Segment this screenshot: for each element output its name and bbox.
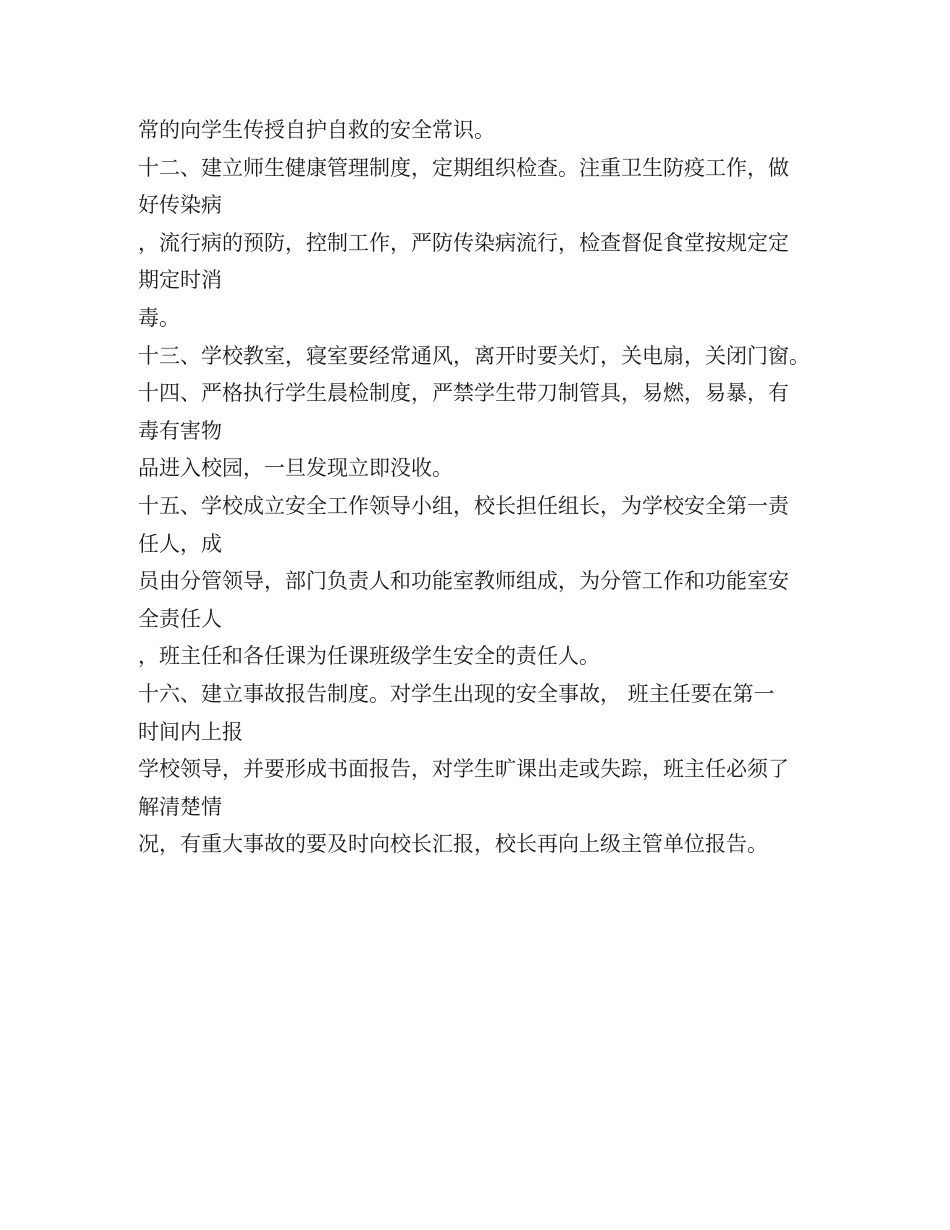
- text-line: 常的向学生传授自护自救的安全常识。: [138, 118, 495, 142]
- text-line: 毒。: [138, 305, 180, 330]
- document-body: [138, 112, 838, 864]
- text-line: 品进入校园，一旦发现立即没收。: [138, 456, 453, 481]
- text-line: ，班主任和各任课为任课班级学生安全的责任人。: [138, 644, 600, 669]
- text-line: 毒有害物: [138, 418, 222, 443]
- text-line: 十四、严格执行学生晨检制度，严禁学生带刀制管具，易燃，易暴，有: [138, 381, 789, 406]
- text-line: 十六、建立事故报告制度。对学生出现的安全事故， 班主任要在第一: [138, 681, 775, 706]
- text-line: 员由分管领导，部门负责人和功能室教师组成，为分管工作和功能室安: [138, 569, 789, 594]
- text-line: 十二、建立师生健康管理制度，定期组织检查。注重卫生防疫工作，做: [138, 155, 789, 180]
- text-line: 全责任人: [138, 606, 222, 631]
- text-line: 期定时消: [138, 268, 222, 293]
- text-line: 学校领导，并要形成书面报告，对学生旷课出走或失踪，班主任必须了: [138, 757, 789, 782]
- text-line: 时间内上报: [138, 719, 243, 744]
- text-line: 况，有重大事故的要及时向校长汇报，校长再向上级主管单位报告。: [138, 832, 768, 857]
- text-line: 十三、学校教室，寝室要经常通风，离开时要关灯，关电扇，关闭门窗。: [138, 343, 810, 368]
- text-line: 解清楚情: [138, 794, 222, 819]
- text-line: 好传染病: [138, 193, 222, 218]
- text-line: 任人，成: [138, 531, 222, 556]
- text-line: 十五、学校成立安全工作领导小组，校长担任组长，为学校安全第一责: [138, 493, 789, 518]
- text-line: ，流行病的预防，控制工作，严防传染病流行，检查督促食堂按规定定: [138, 230, 789, 255]
